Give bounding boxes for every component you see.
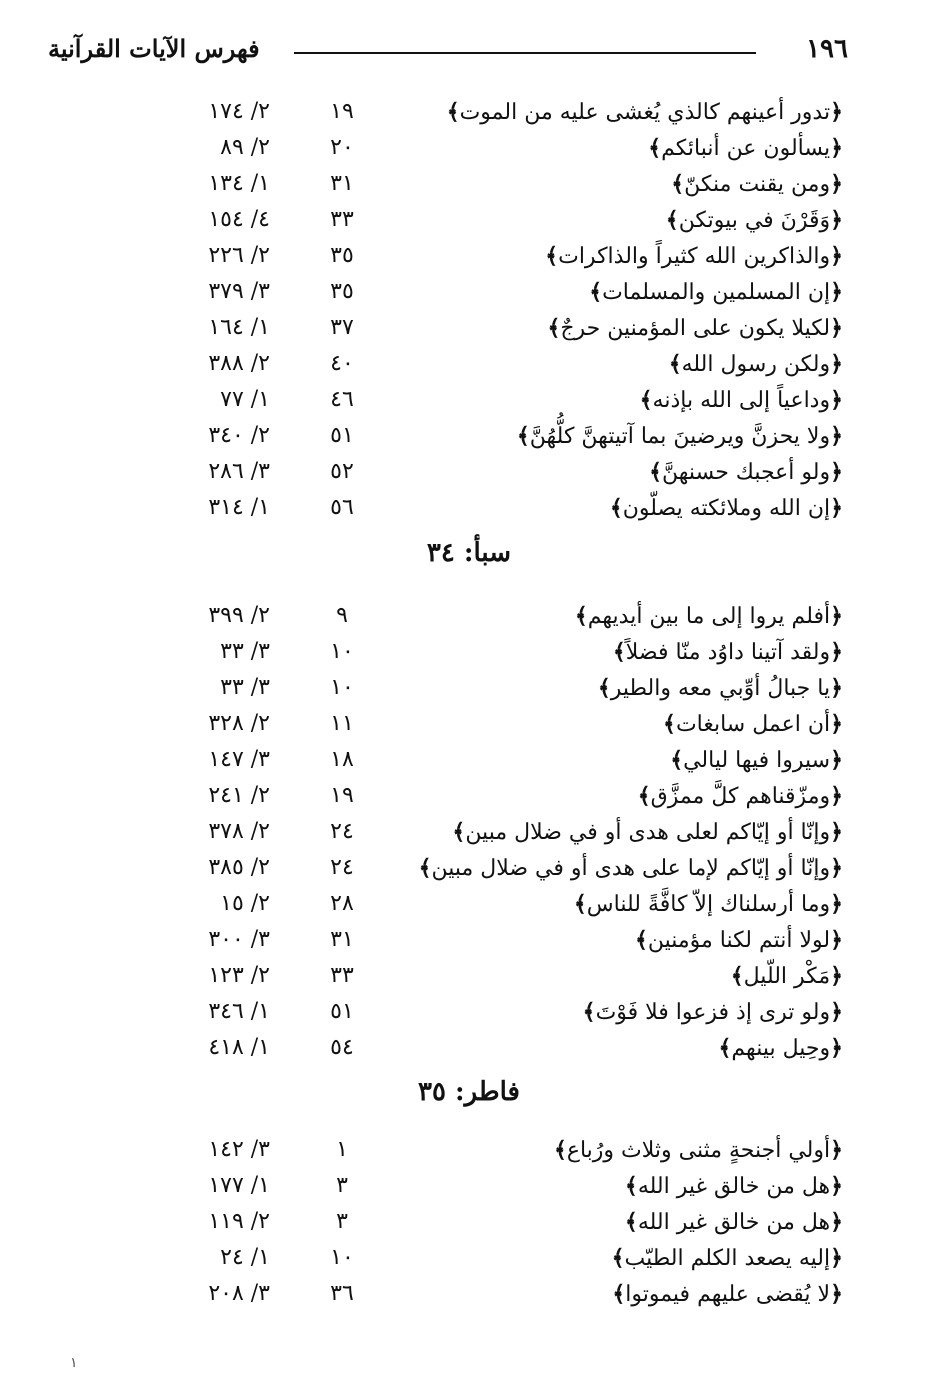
verse-row (0, 852, 938, 888)
verse-row (0, 636, 938, 672)
volume-page-reference: ٢/ ٨٩ (220, 135, 270, 160)
verse-text (547, 315, 843, 341)
verse-quote: هل من خالق غير الله (637, 1210, 831, 1235)
verse-text (612, 1245, 843, 1271)
verse-text (574, 891, 843, 917)
verse-number: ٣٣ (330, 207, 354, 232)
ornate-bracket-open: ﴿ (830, 423, 843, 449)
verse-row (0, 1278, 938, 1314)
verse-quote: ولكن رسول الله (681, 352, 831, 377)
volume-page-reference: ٣/ ١٤٧ (208, 747, 270, 772)
verse-number: ١٩ (330, 99, 354, 124)
ornate-bracket-close: ﴾ (597, 675, 611, 701)
verse-quote: لولا أنتم لكنا مؤمنين (647, 928, 831, 953)
volume-page-reference: ٣/ ١٤٢ (208, 1137, 270, 1162)
ornate-bracket-close: ﴾ (609, 495, 623, 521)
ornate-bracket-close: ﴾ (671, 171, 685, 197)
verse-number: ٣١ (330, 171, 354, 196)
ornate-bracket-close: ﴾ (574, 603, 588, 629)
ornate-bracket-open: ﴿ (830, 639, 843, 665)
verse-text (638, 783, 843, 809)
verse-number: ١ (336, 1137, 348, 1162)
volume-page-reference: ٢/ ١٥ (220, 891, 270, 916)
verse-row (0, 492, 938, 528)
verse-row (0, 168, 938, 204)
volume-page-reference: ١/ ١٦٤ (208, 315, 270, 340)
ornate-bracket-open: ﴿ (830, 1245, 843, 1271)
verse-number: ٣٣ (330, 963, 354, 988)
verse-row (0, 276, 938, 312)
verse-text (583, 999, 843, 1025)
ornate-bracket-close: ﴾ (624, 1209, 638, 1235)
volume-page-reference: ٢/ ٣٢٨ (208, 711, 270, 736)
ornate-bracket-close: ﴾ (634, 927, 648, 953)
ornate-bracket-close: ﴾ (611, 1245, 625, 1271)
page-number: ١٩٦ (806, 34, 848, 64)
verse-text (545, 243, 843, 269)
verse-row (0, 456, 938, 492)
verse-text (589, 279, 843, 305)
volume-page-reference: ٢/ ١٧٤ (208, 99, 270, 124)
ornate-bracket-open: ﴿ (830, 855, 843, 881)
verse-quote: ومزّقناهم كلَّ ممزَّق (650, 784, 831, 809)
verse-number: ٥٤ (330, 1035, 354, 1060)
verse-text (575, 603, 843, 629)
verse-number: ٥١ (330, 423, 354, 448)
verse-row (0, 744, 938, 780)
verse-quote: وما أرسلناك إلاّ كافَّةً للناس (586, 892, 831, 917)
ornate-bracket-close: ﴾ (553, 1137, 567, 1163)
verse-section (0, 600, 938, 1068)
verse-number: ٣٦ (330, 1281, 354, 1306)
verse-text (610, 495, 843, 521)
verse-quote: أفلم يروا إلى ما بين أيديهم (587, 604, 831, 629)
volume-page-reference: ٤/ ١٥٤ (208, 207, 270, 232)
ornate-bracket-open: ﴿ (830, 387, 843, 413)
verse-row (0, 1032, 938, 1068)
verse-number: ٥١ (330, 999, 354, 1024)
verse-section (0, 96, 938, 528)
verse-row (0, 708, 938, 744)
page-header (48, 30, 848, 72)
verse-text (649, 459, 843, 485)
ornate-bracket-close: ﴾ (612, 1281, 626, 1307)
ornate-bracket-open: ﴿ (830, 783, 843, 809)
ornate-bracket-close: ﴾ (573, 891, 587, 917)
verse-number: ١٠ (330, 675, 354, 700)
ornate-bracket-open: ﴿ (830, 675, 843, 701)
verse-text (517, 423, 843, 449)
verse-number: ٥٢ (330, 459, 354, 484)
verse-number: ٢٤ (330, 855, 354, 880)
verse-text (447, 99, 843, 125)
verse-quote: يا جبالُ أوِّبي معه والطير (610, 676, 831, 701)
ornate-bracket-open: ﴿ (830, 171, 843, 197)
volume-page-reference: ٣/ ٢٨٦ (208, 459, 270, 484)
verse-number: ٢٤ (330, 819, 354, 844)
verse-quote: أن اعمل سابغات (675, 712, 831, 737)
verse-text (731, 963, 843, 989)
ornate-bracket-close: ﴾ (452, 819, 466, 845)
ornate-bracket-open: ﴿ (830, 207, 843, 233)
verse-quote: إن الله وملائكته يصلّون (622, 496, 831, 521)
ornate-bracket-open: ﴿ (830, 351, 843, 377)
verse-row (0, 996, 938, 1032)
verse-row (0, 384, 938, 420)
verse-number: ١١ (330, 711, 354, 736)
ornate-bracket-open: ﴿ (830, 1209, 843, 1235)
verse-number: ٢٠ (330, 135, 354, 160)
ornate-bracket-open: ﴿ (830, 1281, 843, 1307)
verse-text (666, 207, 843, 233)
volume-page-reference: ٣/ ٣٣ (220, 675, 270, 700)
ornate-bracket-close: ﴾ (730, 963, 744, 989)
verse-quote: ولا يحزنَّ ويرضينَ بما آتيتهنَّ كلُّهُنَّ (529, 424, 831, 449)
volume-page-reference: ١/ ١٧٧ (208, 1173, 270, 1198)
volume-page-reference: ٢/ ٢٢٦ (208, 243, 270, 268)
verse-row (0, 816, 938, 852)
volume-page-reference: ١/ ٣١٤ (208, 495, 270, 520)
verse-quote: وَقَرْنَ في بيوتكن (678, 208, 831, 233)
verse-quote: ولو أعجبك حسنهنَّ (662, 460, 831, 485)
ornate-bracket-open: ﴿ (830, 927, 843, 953)
volume-page-reference: ١/ ١٣٤ (208, 171, 270, 196)
volume-page-reference: ٣/ ٢٠٨ (208, 1281, 270, 1306)
volume-page-reference: ٢/ ١٢٣ (208, 963, 270, 988)
ornate-bracket-close: ﴾ (665, 207, 679, 233)
ornate-bracket-open: ﴿ (830, 819, 843, 845)
verse-row (0, 924, 938, 960)
verse-quote: إليه يصعد الكلم الطيّب (624, 1246, 831, 1271)
verse-quote: ولقد آتينا داوُد منّا فضلاً (625, 640, 831, 665)
verse-number: ١٠ (330, 1245, 354, 1270)
volume-page-reference: ٢/ ٣٤٠ (208, 423, 270, 448)
verse-text (648, 135, 843, 161)
ornate-bracket-close: ﴾ (418, 855, 432, 881)
verse-text (625, 1209, 843, 1235)
surah-heading: سبأ: ٣٤ (426, 538, 512, 568)
verse-quote: ومن يقنت منكنّ (684, 172, 831, 197)
ornate-bracket-open: ﴿ (830, 711, 843, 737)
verse-row (0, 348, 938, 384)
ornate-bracket-close: ﴾ (718, 1035, 732, 1061)
verse-number: ٣١ (330, 927, 354, 952)
ornate-bracket-close: ﴾ (612, 639, 626, 665)
verse-row (0, 312, 938, 348)
verse-quote: يسألون عن أنبائكم (661, 136, 831, 161)
verse-number: ٣٧ (330, 315, 354, 340)
verse-number: ٣٥ (330, 243, 354, 268)
verse-text (598, 675, 843, 701)
verse-row (0, 672, 938, 708)
verse-quote: لكيلا يكون على المؤمنين حرجٌ (560, 316, 831, 341)
verse-row (0, 1170, 938, 1206)
verse-row (0, 132, 938, 168)
volume-page-reference: ٢/ ٢٤١ (208, 783, 270, 808)
ornate-bracket-close: ﴾ (547, 315, 561, 341)
verse-quote: إن المسلمين والمسلمات (602, 280, 831, 305)
verse-quote: وإنّا أو إيّاكم لعلى هدى أو في ضلال مبين (465, 820, 831, 845)
ornate-bracket-close: ﴾ (668, 351, 682, 377)
verse-text (671, 171, 843, 197)
volume-page-reference: ١/ ٣٤٦ (208, 999, 270, 1024)
ornate-bracket-open: ﴿ (830, 279, 843, 305)
volume-page-reference: ١/ ٤١٨ (208, 1035, 270, 1060)
verse-quote: والذاكرين الله كثيراً والذاكرات (558, 244, 831, 269)
ornate-bracket-close: ﴾ (446, 99, 460, 125)
verse-text (452, 819, 843, 845)
verse-text (554, 1137, 843, 1163)
ornate-bracket-open: ﴿ (830, 1173, 843, 1199)
verse-quote: مَكْر اللّيل (743, 964, 831, 989)
verse-quote: وداعياً إلى الله بإذنه (652, 388, 831, 413)
verse-row (0, 1206, 938, 1242)
ornate-bracket-close: ﴾ (648, 135, 662, 161)
volume-page-reference: ٢/ ٣٩٩ (208, 603, 270, 628)
verse-number: ٤٠ (330, 351, 354, 376)
verse-number: ١٠ (330, 639, 354, 664)
ornate-bracket-close: ﴾ (516, 423, 530, 449)
verse-number: ٣ (336, 1209, 348, 1234)
ornate-bracket-close: ﴾ (637, 783, 651, 809)
verse-row (0, 420, 938, 456)
ornate-bracket-close: ﴾ (589, 279, 603, 305)
verse-row (0, 96, 938, 132)
volume-page-reference: ٣/ ٣٧٩ (208, 279, 270, 304)
ornate-bracket-open: ﴿ (830, 1137, 843, 1163)
verse-text (419, 855, 843, 881)
ornate-bracket-open: ﴿ (830, 891, 843, 917)
verse-text (612, 1281, 843, 1307)
verse-number: ٤٦ (330, 387, 354, 412)
ornate-bracket-open: ﴿ (830, 315, 843, 341)
ornate-bracket-open: ﴿ (830, 459, 843, 485)
ornate-bracket-close: ﴾ (545, 243, 559, 269)
verse-row (0, 1134, 938, 1170)
verse-number: ١٨ (330, 747, 354, 772)
verse-text (669, 351, 843, 377)
volume-page-reference: ٢/ ٣٨٨ (208, 351, 270, 376)
volume-page-reference: ٣/ ٣٠٠ (208, 927, 270, 952)
verse-quote: وإنّا أو إيّاكم لإما على هدى أو في ضلال مبين (431, 856, 831, 881)
ornate-bracket-open: ﴿ (830, 99, 843, 125)
volume-page-reference: ٢/ ٣٨٥ (208, 855, 270, 880)
verse-quote: وحِيل بينهم (731, 1036, 831, 1061)
surah-heading: فاطر: ٣٥ (418, 1077, 520, 1107)
ornate-bracket-close: ﴾ (639, 387, 653, 413)
ornate-bracket-close: ﴾ (624, 1173, 638, 1199)
verse-text (670, 747, 843, 773)
verse-text (640, 387, 843, 413)
ornate-bracket-close: ﴾ (649, 459, 663, 485)
verse-quote: أولي أجنحةٍ مثنى وثلاث ورُباع (566, 1138, 831, 1163)
verse-number: ٩ (336, 603, 348, 628)
verse-section (0, 1134, 938, 1314)
verse-text (625, 1173, 843, 1199)
verse-quote: لا يُقضى عليهم فيموتوا (625, 1282, 831, 1307)
verse-row (0, 888, 938, 924)
ornate-bracket-open: ﴿ (830, 495, 843, 521)
verse-number: ٣٥ (330, 279, 354, 304)
verse-text (635, 927, 843, 953)
ornate-bracket-open: ﴿ (830, 963, 843, 989)
verse-text (613, 639, 843, 665)
running-title: فهرس الآيات القرآنية (48, 34, 260, 63)
ornate-bracket-open: ﴿ (830, 243, 843, 269)
verse-quote: ولو ترى إذ فزعوا فلا فَوْتَ (595, 1000, 831, 1025)
ornate-bracket-open: ﴿ (830, 135, 843, 161)
verse-row (0, 960, 938, 996)
verse-quote: تدور أعينهم كالذي يُغشى عليه من الموت (459, 100, 831, 125)
ornate-bracket-close: ﴾ (582, 999, 596, 1025)
header-rule (294, 52, 756, 54)
verse-row (0, 780, 938, 816)
verse-quote: سيروا فيها ليالي (683, 748, 831, 773)
volume-page-reference: ١/ ٢٤ (220, 1245, 270, 1270)
footer-mark: ١ (70, 1355, 78, 1371)
verse-number: ٥٦ (330, 495, 354, 520)
ornate-bracket-close: ﴾ (670, 747, 684, 773)
verse-number: ٢٨ (330, 891, 354, 916)
verse-row (0, 1242, 938, 1278)
verse-row (0, 600, 938, 636)
ornate-bracket-open: ﴿ (830, 1035, 843, 1061)
verse-row (0, 240, 938, 276)
verse-row (0, 204, 938, 240)
verse-quote: هل من خالق غير الله (637, 1174, 831, 1199)
ornate-bracket-open: ﴿ (830, 999, 843, 1025)
volume-page-reference: ١/ ٧٧ (220, 387, 270, 412)
ornate-bracket-open: ﴿ (830, 747, 843, 773)
volume-page-reference: ٢/ ٣٧٨ (208, 819, 270, 844)
volume-page-reference: ٣/ ٣٣ (220, 639, 270, 664)
volume-page-reference: ٢/ ١١٩ (208, 1209, 270, 1234)
ornate-bracket-close: ﴾ (663, 711, 676, 737)
verse-number: ١٩ (330, 783, 354, 808)
verse-number: ٣ (336, 1173, 348, 1198)
verse-text (719, 1035, 843, 1061)
ornate-bracket-open: ﴿ (830, 603, 843, 629)
verse-text (663, 711, 843, 737)
